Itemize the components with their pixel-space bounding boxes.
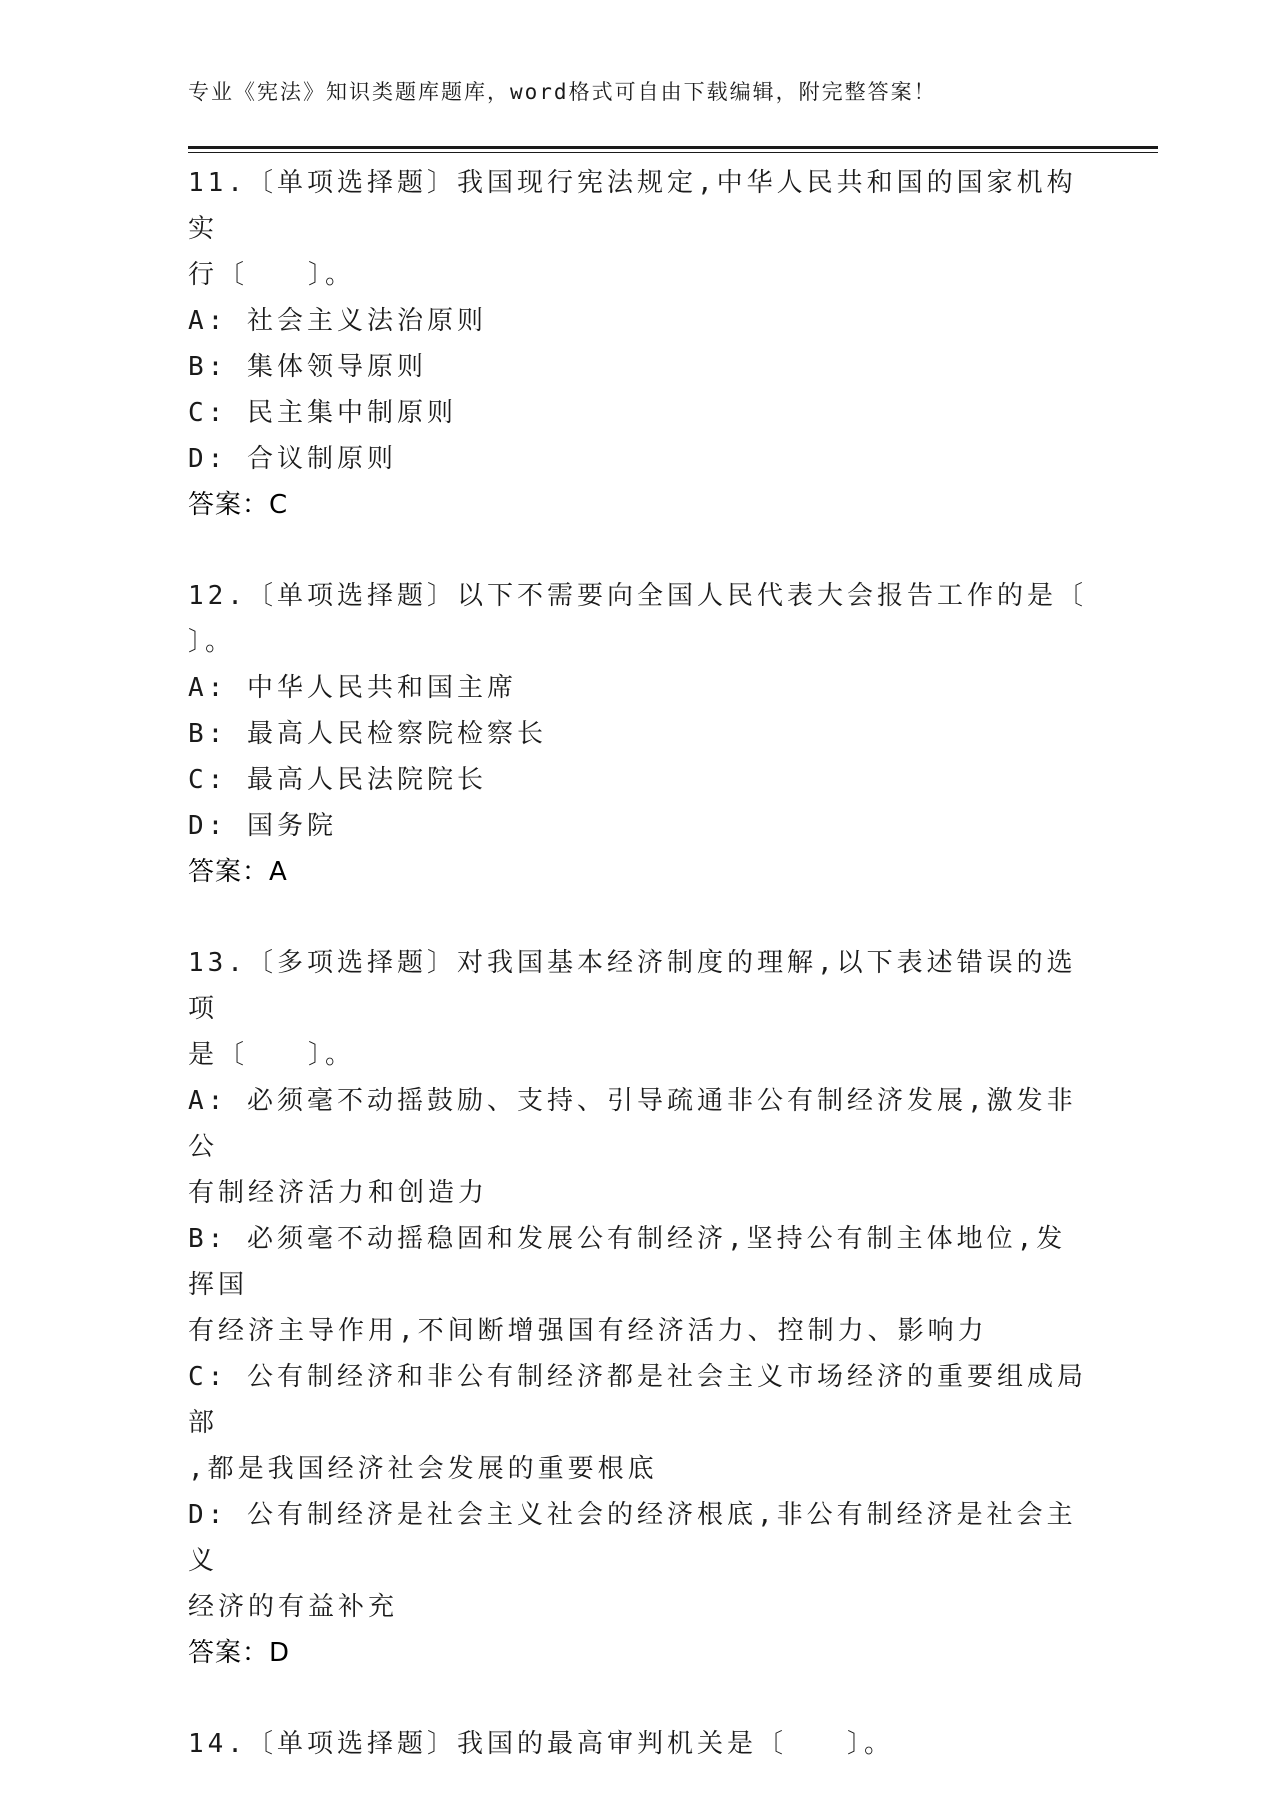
option-d: D: 国务院: [188, 811, 337, 841]
answer-line: 答案：D: [188, 1638, 291, 1668]
option-d: D: 合议制原则: [188, 444, 397, 474]
option-a: A: 社会主义法治原则: [188, 306, 487, 336]
answer-line: 答案：A: [188, 857, 288, 887]
option-b: B: 集体领导原则: [188, 352, 427, 382]
question-stem-line: 行〔 〕。: [188, 260, 356, 290]
page-header: 专业《宪法》知识类题库题库，word格式可自由下载编辑，附完整答案！: [188, 80, 937, 104]
question-stem-line: 13.〔多项选择题〕对我国基本经济制度的理解,以下表述错误的选项: [188, 948, 1077, 1024]
option-d: D: 公有制经济是社会主义社会的经济根底,非公有制经济是社会主义: [188, 1500, 1077, 1576]
question-stem-line: 是〔 〕。: [188, 1040, 356, 1070]
answer-line: 答案：C: [188, 490, 289, 520]
option-a: A: 中华人民共和国主席: [188, 673, 517, 703]
option-c: C: 民主集中制原则: [188, 398, 457, 428]
question-stem-line: 11.〔单项选择题〕我国现行宪法规定,中华人民共和国的国家机构实: [188, 168, 1077, 244]
option-c: C: 公有制经济和非公有制经济都是社会主义市场经济的重要组成局部: [188, 1362, 1087, 1438]
option-c: C: 最高人民法院院长: [188, 765, 487, 795]
option-b: B: 必须毫不动摇稳固和发展公有制经济,坚持公有制主体地位,发挥国: [188, 1224, 1067, 1300]
option-d-continued: 经济的有益补充: [188, 1592, 399, 1622]
option-b: B: 最高人民检察院检察长: [188, 719, 547, 749]
option-a: A: 必须毫不动摇鼓励、支持、引导疏通非公有制经济发展,激发非公: [188, 1086, 1077, 1162]
question-stem-line: 12.〔单项选择题〕以下不需要向全国人民代表大会报告工作的是〔: [188, 581, 1087, 611]
option-b-continued: 有经济主导作用,不间断增强国有经济活力、控制力、影响力: [188, 1316, 988, 1346]
question-11: [188, 160, 1088, 528]
question-stem-line: 〕。: [188, 627, 236, 657]
option-a-continued: 有制经济活力和创造力: [188, 1178, 489, 1208]
question-14: [188, 1721, 1088, 1767]
question-list: [188, 160, 1088, 1812]
question-stem-line: 14.〔单项选择题〕我国的最高审判机关是〔 〕。: [188, 1729, 894, 1759]
header-divider: [188, 146, 1158, 149]
option-c-continued: ,都是我国经济社会发展的重要根底: [188, 1454, 658, 1484]
header-divider-thin: [188, 152, 1158, 153]
question-12: [188, 573, 1088, 895]
question-13: [188, 940, 1088, 1676]
